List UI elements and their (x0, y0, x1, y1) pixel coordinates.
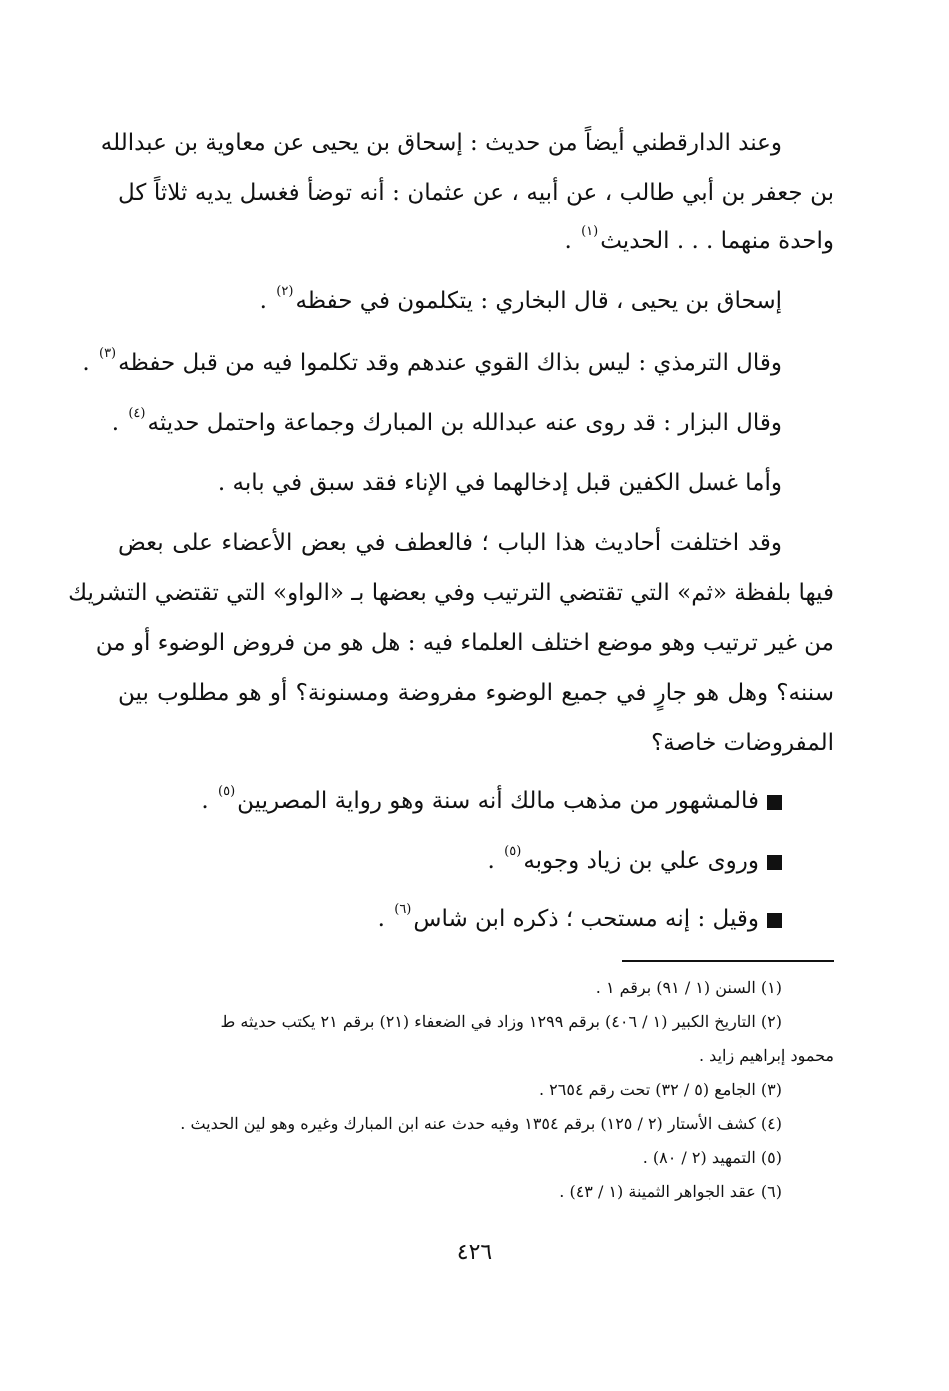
text: وروى علي بن زياد وجوبه (523, 848, 759, 874)
footnote-ref: (١) (581, 224, 599, 239)
text: وقيل : إنه مستحب ؛ ذكره ابن شاس (413, 906, 759, 932)
text: فيها بلفظة «ثم» التي تقتضي الترتيب وفي بعضها بـ «الواو» التي تقتضي التشريك (68, 580, 834, 606)
period: . (259, 288, 267, 314)
bullet-item (118, 844, 782, 878)
text: وأما غسل الكفين قبل إدخالهما في الإناء فقد سبق في بابه . (217, 470, 782, 496)
text: إسحاق بن يحيى ، قال البخاري : يتكلمون في حفظه (295, 288, 782, 314)
footnote-ref: (٤) (128, 406, 146, 421)
text: سننه؟ وهل هو جارٍ في جميع الوضوء مفروضة ومسنونة؟ أو هو مطلوب بين (118, 680, 834, 706)
text-line (118, 530, 782, 557)
text: وعند الدارقطني أيضاً من حديث : إسحاق بن يحيى عن معاوية بن عبدالله (100, 130, 782, 156)
footnote-ref: (٥) (504, 844, 522, 859)
page-number: ٤٢٦ (456, 1240, 493, 1265)
footnote-ref: (٦) (394, 902, 412, 917)
footnote: (٣) الجامع (٥ / ٣٢) تحت رقم ٢٦٥٤ . (538, 1080, 782, 1099)
text-line (68, 580, 834, 607)
period: . (564, 228, 572, 254)
text: وقد اختلفت أحاديث هذا الباب ؛ فالعطف في بعض الأعضاء على بعض (118, 530, 782, 556)
bullet-item (118, 784, 782, 818)
text-line (118, 224, 834, 258)
footnote: (١) السنن (١ / ٩١) برقم ١ . (595, 978, 782, 997)
text: واحدة منهما . . . الحديث (600, 228, 834, 254)
text: فالمشهور من مذهب مالك أنه سنة وهو رواية المصريين (237, 788, 759, 814)
text-line (95, 630, 834, 657)
text-line (118, 180, 834, 207)
text-line (100, 130, 834, 157)
square-bullet-icon (767, 855, 782, 870)
text: بن جعفر بن أبي طالب ، عن أبيه ، عن عثمان : أنه توضأ فغسل يديه ثلاثاً كل (118, 180, 834, 206)
footnote-ref: (٥) (218, 784, 236, 799)
bullet-item (118, 902, 782, 936)
text: من غير ترتيب وهو موضع اختلف العلماء فيه : هل هو من فروض الوضوء أو من (95, 630, 834, 656)
text-line (118, 730, 834, 757)
footnote: (٢) التاريخ الكبير (١ / ٤٠٦) برقم ١٢٩٩ وزاد في الضعفاء (٢١) برقم ٢١ يكتب حديثه ط (220, 1012, 782, 1031)
square-bullet-icon (767, 913, 782, 928)
period: . (111, 410, 120, 436)
square-bullet-icon (767, 795, 782, 810)
period: . (82, 350, 90, 376)
footnote-ref: (٢) (276, 284, 294, 299)
text-line (118, 680, 834, 707)
footnote: محمود إبراهيم زايد . (699, 1046, 834, 1065)
period: . (201, 788, 209, 814)
footnote-separator (622, 960, 834, 962)
text: المفروضات خاصة؟ (651, 730, 834, 756)
footnote-ref: (٣) (98, 346, 117, 361)
footnote: (٦) عقد الجواهر الثمينة (١ / ٤٣) . (559, 1182, 782, 1201)
footnote: (٤) كشف الأستار (٢ / ١٢٥) برقم ١٣٥٤ وفيه حدث عنه ابن المبارك وغيره وهو لين الحديث . (180, 1114, 782, 1133)
text: وقال الترمذي : ليس بذاك القوي عندهم وقد تكلموا فيه من قبل حفظه (118, 350, 782, 376)
period: . (487, 848, 495, 874)
text-line (111, 406, 782, 440)
text-line (118, 470, 782, 497)
footnote: (٥) التمهيد (٢ / ٨٠) . (642, 1148, 782, 1167)
text: وقال البزار : قد روى عنه عبدالله بن المبارك وجماعة واحتمل حديثه (147, 410, 782, 436)
text-line (118, 284, 782, 318)
period: . (377, 906, 385, 932)
text-line (82, 346, 782, 380)
